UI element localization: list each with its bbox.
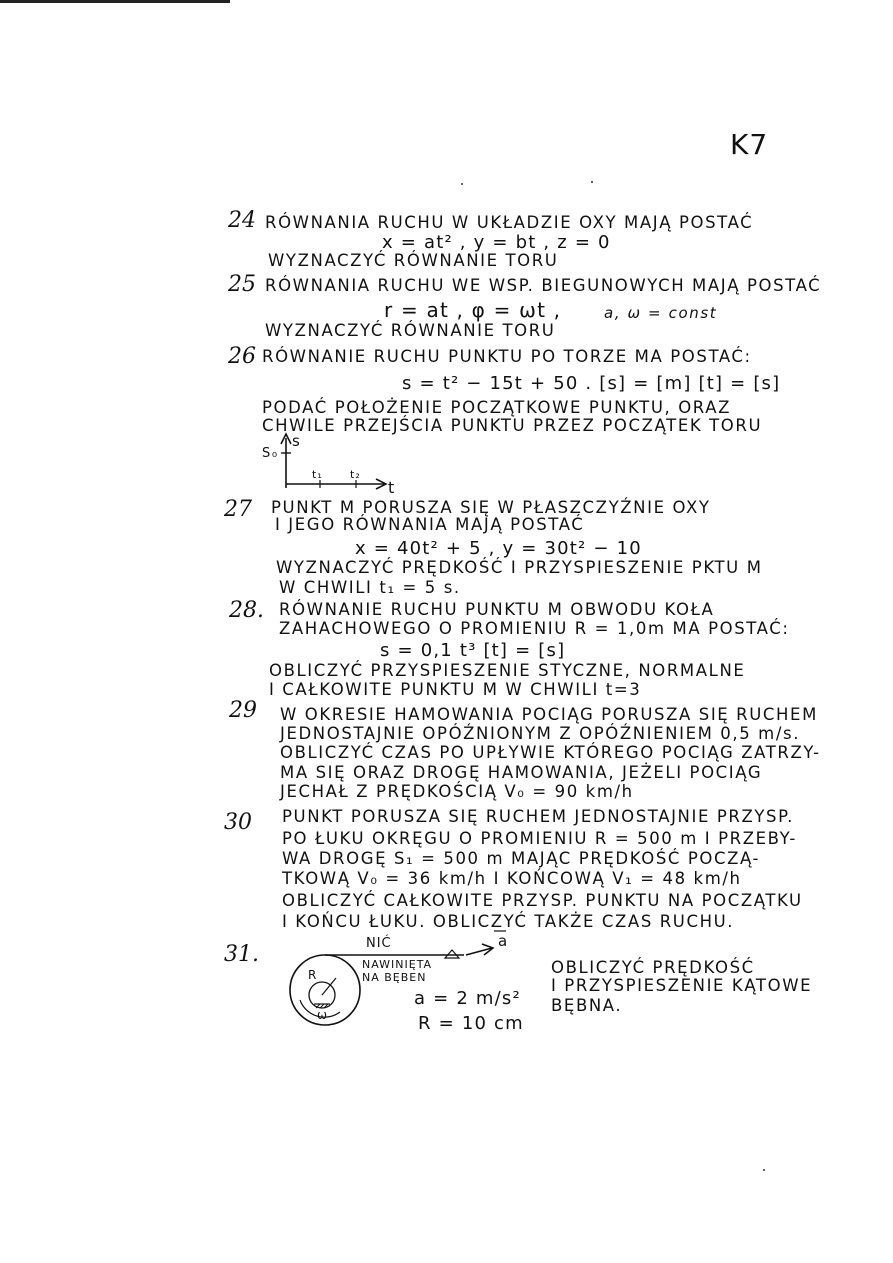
problem-text: I CAŁKOWITE PUNKTU M W CHWILI t=3	[269, 680, 642, 699]
problem-number: 30	[224, 810, 252, 835]
problem-equation: x = 40t² + 5 , y = 30t² − 10	[355, 538, 642, 559]
problem-number: 28.	[229, 598, 264, 623]
wound-label: NAWINIĘTA	[362, 958, 433, 971]
problem-number: 26	[228, 344, 256, 369]
problem-text: RÓWNANIA RUCHU W UKŁADZIE OXY MAJĄ POSTAĆ	[265, 213, 754, 232]
page-number: K7	[730, 128, 769, 161]
problem-text: BĘBNA.	[551, 996, 623, 1015]
problem-text: WYZNACZYĆ PRĘDKOŚĆ I PRZYSPIESZENIE PKTU M	[276, 558, 763, 577]
problem-number: 31.	[224, 942, 259, 967]
problem-text: PUNKT PORUSZA SIĘ RUCHEM JEDNOSTAJNIE PRZYSP.	[282, 807, 794, 826]
problem-text: RÓWNANIE RUCHU PUNKTU M OBWODU KOŁA	[279, 600, 715, 619]
problem-text: ZAHACHOWEGO O PROMIENIU R = 1,0m MA POSTAĆ:	[279, 619, 790, 638]
radius-value: R = 10 cm	[418, 1013, 524, 1034]
t2-label: t₂	[350, 468, 361, 481]
rope-label: NIĆ	[366, 936, 392, 951]
problem-constraint: a, ω = const	[604, 304, 718, 322]
problem-text: OBLICZYĆ PRZYSPIESZENIE STYCZNE, NORMALNE	[269, 661, 746, 680]
rope-delta	[445, 950, 459, 958]
drum-radius-line	[322, 978, 336, 995]
problem-text: PUNKT M PORUSZA SIĘ W PŁASZCZYŹNIE OXY	[271, 498, 711, 517]
problem-text: OBLICZYĆ CZAS PO UPŁYWIE KTÓREGO POCIĄG ZATRZY-	[280, 743, 821, 762]
omega-label: ω	[317, 1008, 329, 1022]
problem-text: RÓWNANIA RUCHU WE WSP. BIEGUNOWYCH MAJĄ POSTAĆ	[265, 276, 822, 295]
problem-text: OBLICZYĆ CAŁKOWITE PRZYSP. PUNKTU NA POCZĄTKU	[282, 891, 803, 910]
problem-text: TKOWĄ V₀ = 36 km/h I KOŃCOWĄ V₁ = 48 km/h	[282, 869, 742, 888]
problem-text: I KOŃCU ŁUKU. OBLICZYĆ TAKŻE CZAS RUCHU.	[282, 912, 735, 931]
problem-text: WYZNACZYĆ RÓWNANIE TORU	[268, 251, 559, 270]
problem-text: OBLICZYĆ PRĘDKOŚĆ	[551, 958, 755, 977]
problem-equation: s = t² − 15t + 50 . [s] = [m] [t] = [s]	[402, 373, 781, 394]
problem-text: JECHAŁ Z PRĘDKOŚCIĄ V₀ = 90 km/h	[280, 782, 634, 801]
problem-equation: x = at² , y = bt , z = 0	[382, 232, 611, 253]
problem-text: PODAĆ POŁOŻENIE POCZĄTKOWE PUNKTU, ORAZ	[262, 398, 731, 417]
acceleration-value: a = 2 m/s²	[414, 988, 521, 1009]
problem-text: WA DROGĘ S₁ = 500 m MAJĄC PRĘDKOŚĆ POCZĄ-	[282, 849, 761, 868]
problem-text: JEDNOSTAJNIE OPÓŹNIONYM Z OPÓŹNIENIEM 0,5 m/s.	[280, 724, 801, 743]
t1-label: t₁	[312, 468, 323, 481]
problem-text: W OKRESIE HAMOWANIA POCIĄG PORUSZA SIĘ RUCHEM	[280, 705, 818, 724]
drum-label: NA BĘBEN	[362, 971, 427, 984]
s-axis-label: s	[292, 432, 302, 450]
t-axis-label: t	[388, 478, 396, 497]
problem-text: W CHWILI t₁ = 5 s.	[279, 578, 461, 597]
problem-number: 27	[224, 497, 252, 522]
problem-equation: r = at , φ = ωt ,	[384, 298, 562, 322]
problem-number: 29	[229, 698, 257, 723]
problem-text: I PRZYSPIESZENIE KĄTOWE	[551, 976, 813, 995]
problem-number: 25	[228, 272, 256, 297]
problem-text: I JEGO RÓWNANIA MAJĄ POSTAĆ	[275, 515, 585, 534]
s0-label: S₀	[262, 446, 279, 461]
problem-text: MA SIĘ ORAZ DROGĘ HAMOWANIA, JEŻELI POCIĄG	[280, 763, 763, 782]
problem-text: WYZNACZYĆ RÓWNANIE TORU	[265, 321, 556, 340]
problem-equation: s = 0,1 t³ [t] = [s]	[380, 640, 566, 661]
accel-vector-label: a	[498, 932, 509, 950]
problem-number: 24	[228, 208, 256, 233]
problem-text: RÓWNANIE RUCHU PUNKTU PO TORZE MA POSTAĆ:	[262, 347, 752, 366]
problem-text: CHWILE PRZEJŚCIA PUNKTU PRZEZ POCZĄTEK TORU	[262, 416, 763, 435]
problem-text: PO ŁUKU OKRĘGU O PROMIENIU R = 500 m I PRZEBY-	[282, 829, 797, 848]
radius-label: R	[308, 968, 318, 982]
